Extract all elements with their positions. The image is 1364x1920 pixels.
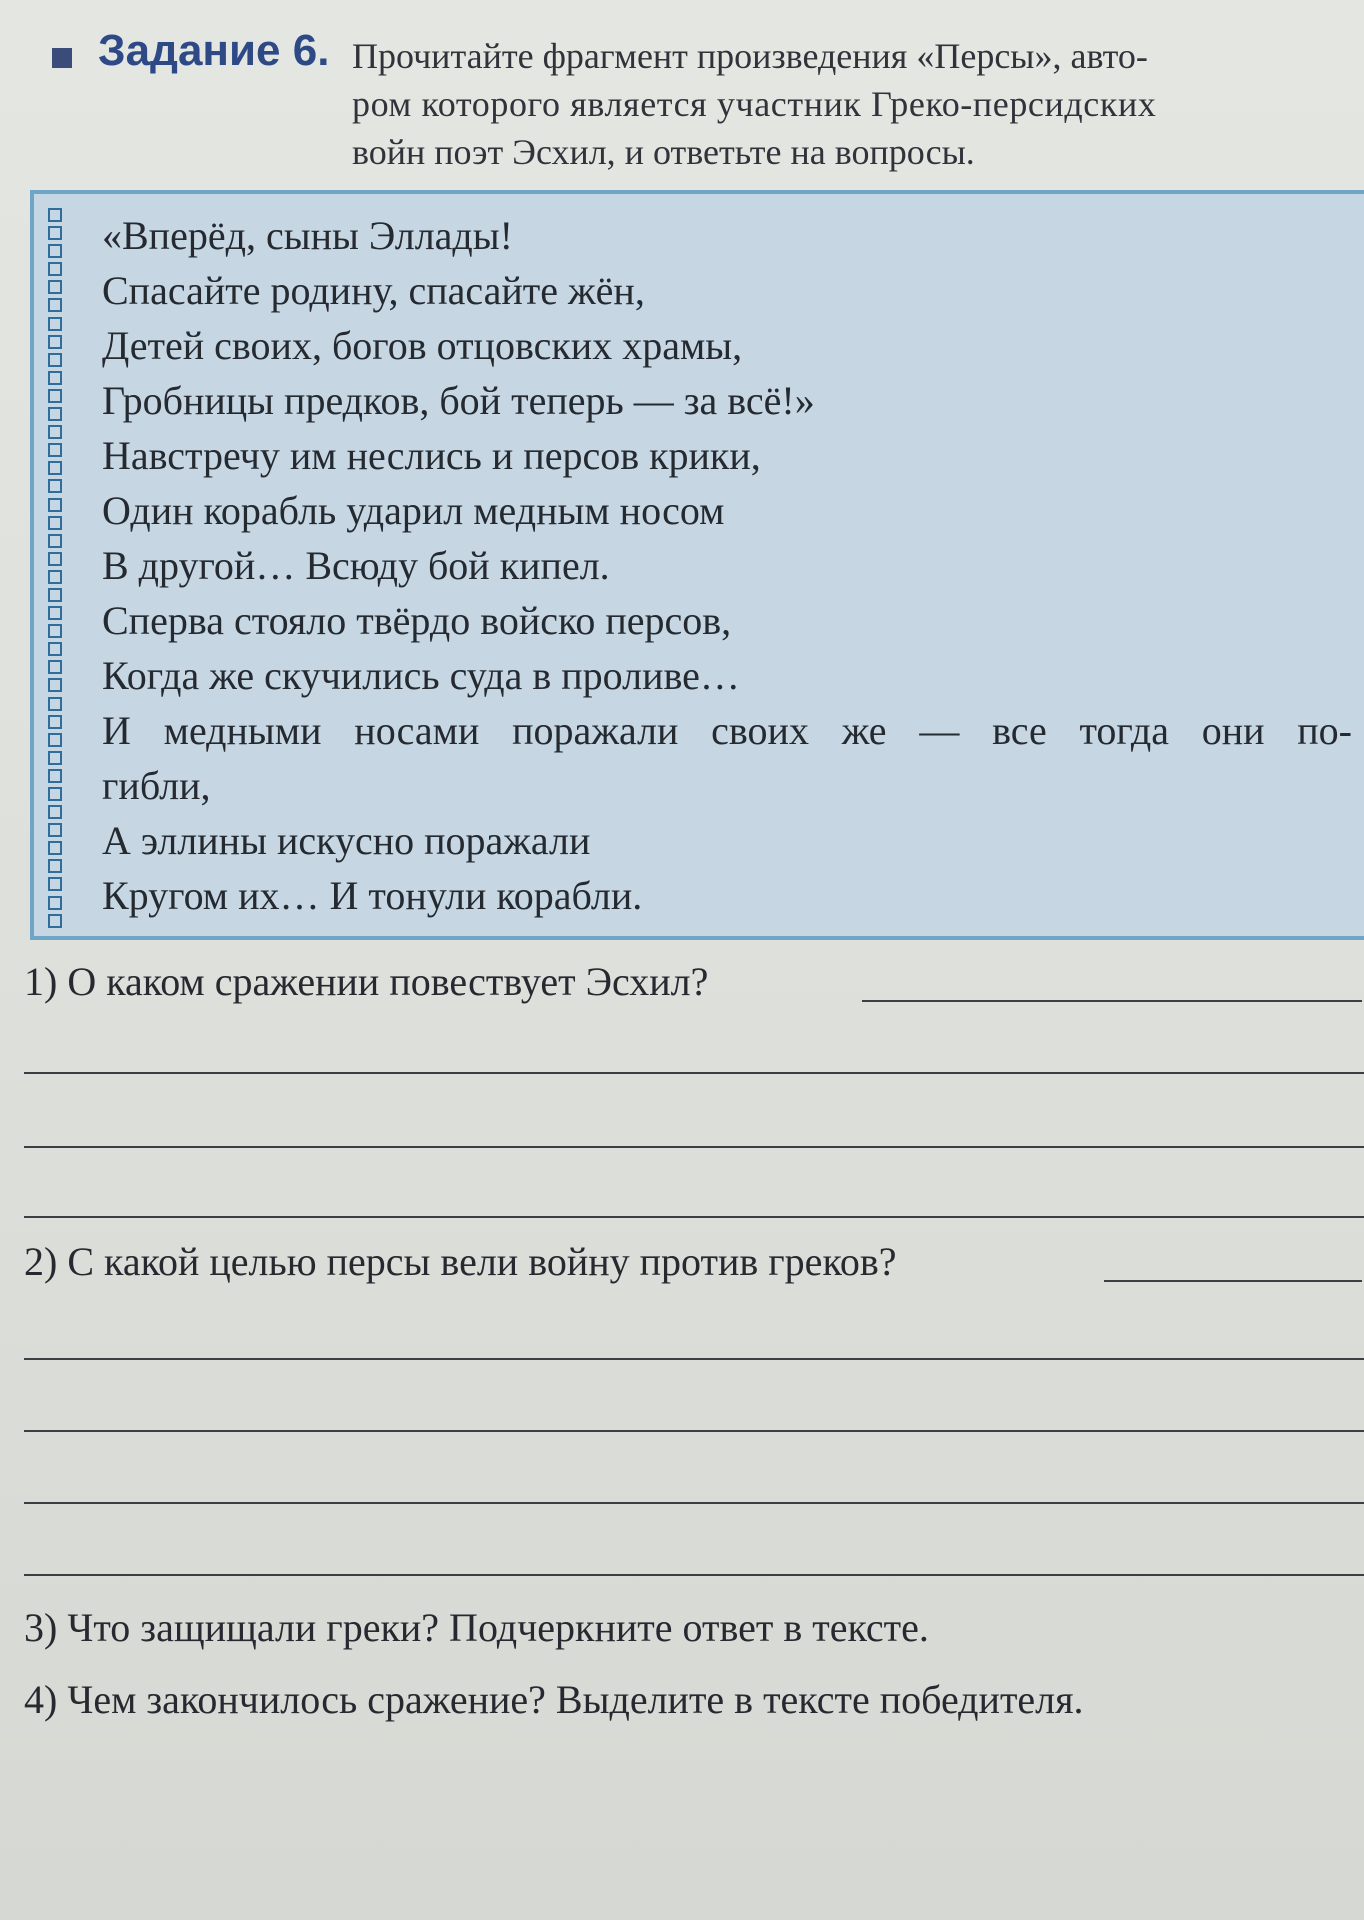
border-square (48, 371, 62, 385)
task-instruction (352, 32, 1352, 176)
answer-line-q1-inline[interactable] (862, 1000, 1362, 1002)
poem-line: гибли, (102, 763, 211, 808)
instruction-line: войн поэт Эсхил, и ответьте на вопросы. (352, 132, 975, 172)
border-square (48, 552, 62, 566)
border-square (48, 606, 62, 620)
answer-line-q1[interactable] (24, 1216, 1364, 1218)
instruction-line: Прочитайте фрагмент произведения «Персы», авто- (352, 36, 1148, 76)
border-square (48, 859, 62, 873)
poem-line: Навстречу им неслись и персов крики, (102, 433, 761, 478)
border-square (48, 534, 62, 548)
border-square (48, 715, 62, 729)
border-square (48, 841, 62, 855)
border-square (48, 443, 62, 457)
border-square (48, 425, 62, 439)
border-square (48, 407, 62, 421)
border-square (48, 588, 62, 602)
task-marker-square (52, 48, 72, 68)
border-square (48, 208, 62, 222)
border-square (48, 479, 62, 493)
border-square (48, 678, 62, 692)
border-square (48, 769, 62, 783)
border-square (48, 389, 62, 403)
border-square (48, 280, 62, 294)
poem-line: Сперва стояло твёрдо войско персов, (102, 598, 732, 643)
border-square (48, 642, 62, 656)
border-square (48, 353, 62, 367)
poem-square-border (48, 208, 66, 928)
task-header (52, 26, 1342, 186)
poem-line: Когда же скучились суда в проливе… (102, 653, 740, 698)
poem-line: Детей своих, богов отцовских храмы, (102, 323, 743, 368)
poem-line: Гробницы предков, бой теперь — за всё!» (102, 378, 815, 423)
answer-line-q2[interactable] (24, 1574, 1364, 1576)
border-square (48, 461, 62, 475)
border-square (48, 805, 62, 819)
task-label: Задание 6. (98, 26, 330, 75)
poem-line: И медными носами поражали своих же — все тогда они по- (102, 708, 1352, 753)
poem-line: А эллины искусно поражали (102, 818, 591, 863)
question-1: 1) О каком сражении повествует Эсхил? (24, 959, 709, 1004)
border-square (48, 570, 62, 584)
answer-line-q1[interactable] (24, 1072, 1364, 1074)
answer-line-q2-inline[interactable] (1104, 1280, 1362, 1282)
poem-line: Кругом их… И тонули корабли. (102, 873, 643, 918)
border-square (48, 335, 62, 349)
answer-line-q2[interactable] (24, 1502, 1364, 1504)
question-2: 2) С какой целью персы вели войну против греков? (24, 1239, 897, 1284)
question-3: 3) Что защищали греки? Подчеркните ответ в тексте. (24, 1605, 929, 1650)
border-square (48, 823, 62, 837)
answer-line-q2[interactable] (24, 1430, 1364, 1432)
border-square (48, 896, 62, 910)
border-square (48, 498, 62, 512)
border-square (48, 751, 62, 765)
border-square (48, 877, 62, 891)
poem-line: Спасайте родину, спасайте жён, (102, 268, 645, 313)
question-4: 4) Чем закончилось сражение? Выделите в тексте победителя. (24, 1677, 1084, 1722)
border-square (48, 262, 62, 276)
border-square (48, 298, 62, 312)
answer-line-q2[interactable] (24, 1358, 1364, 1360)
poem-line: Один корабль ударил медным носом (102, 488, 725, 533)
border-square (48, 660, 62, 674)
poem-line: В другой… Всюду бой кипел. (102, 543, 610, 588)
border-square (48, 317, 62, 331)
border-square (48, 244, 62, 258)
border-square (48, 516, 62, 530)
poem-line: «Вперёд, сыны Эллады! (102, 213, 513, 258)
answer-line-q1[interactable] (24, 1146, 1364, 1148)
border-square (48, 624, 62, 638)
poem-box (30, 190, 1364, 940)
border-square (48, 787, 62, 801)
instruction-line: ром которого является участник Греко-персидских (352, 84, 1157, 124)
poem-text (102, 208, 1352, 923)
border-square (48, 733, 62, 747)
border-square (48, 226, 62, 240)
border-square (48, 697, 62, 711)
border-square (48, 914, 62, 928)
